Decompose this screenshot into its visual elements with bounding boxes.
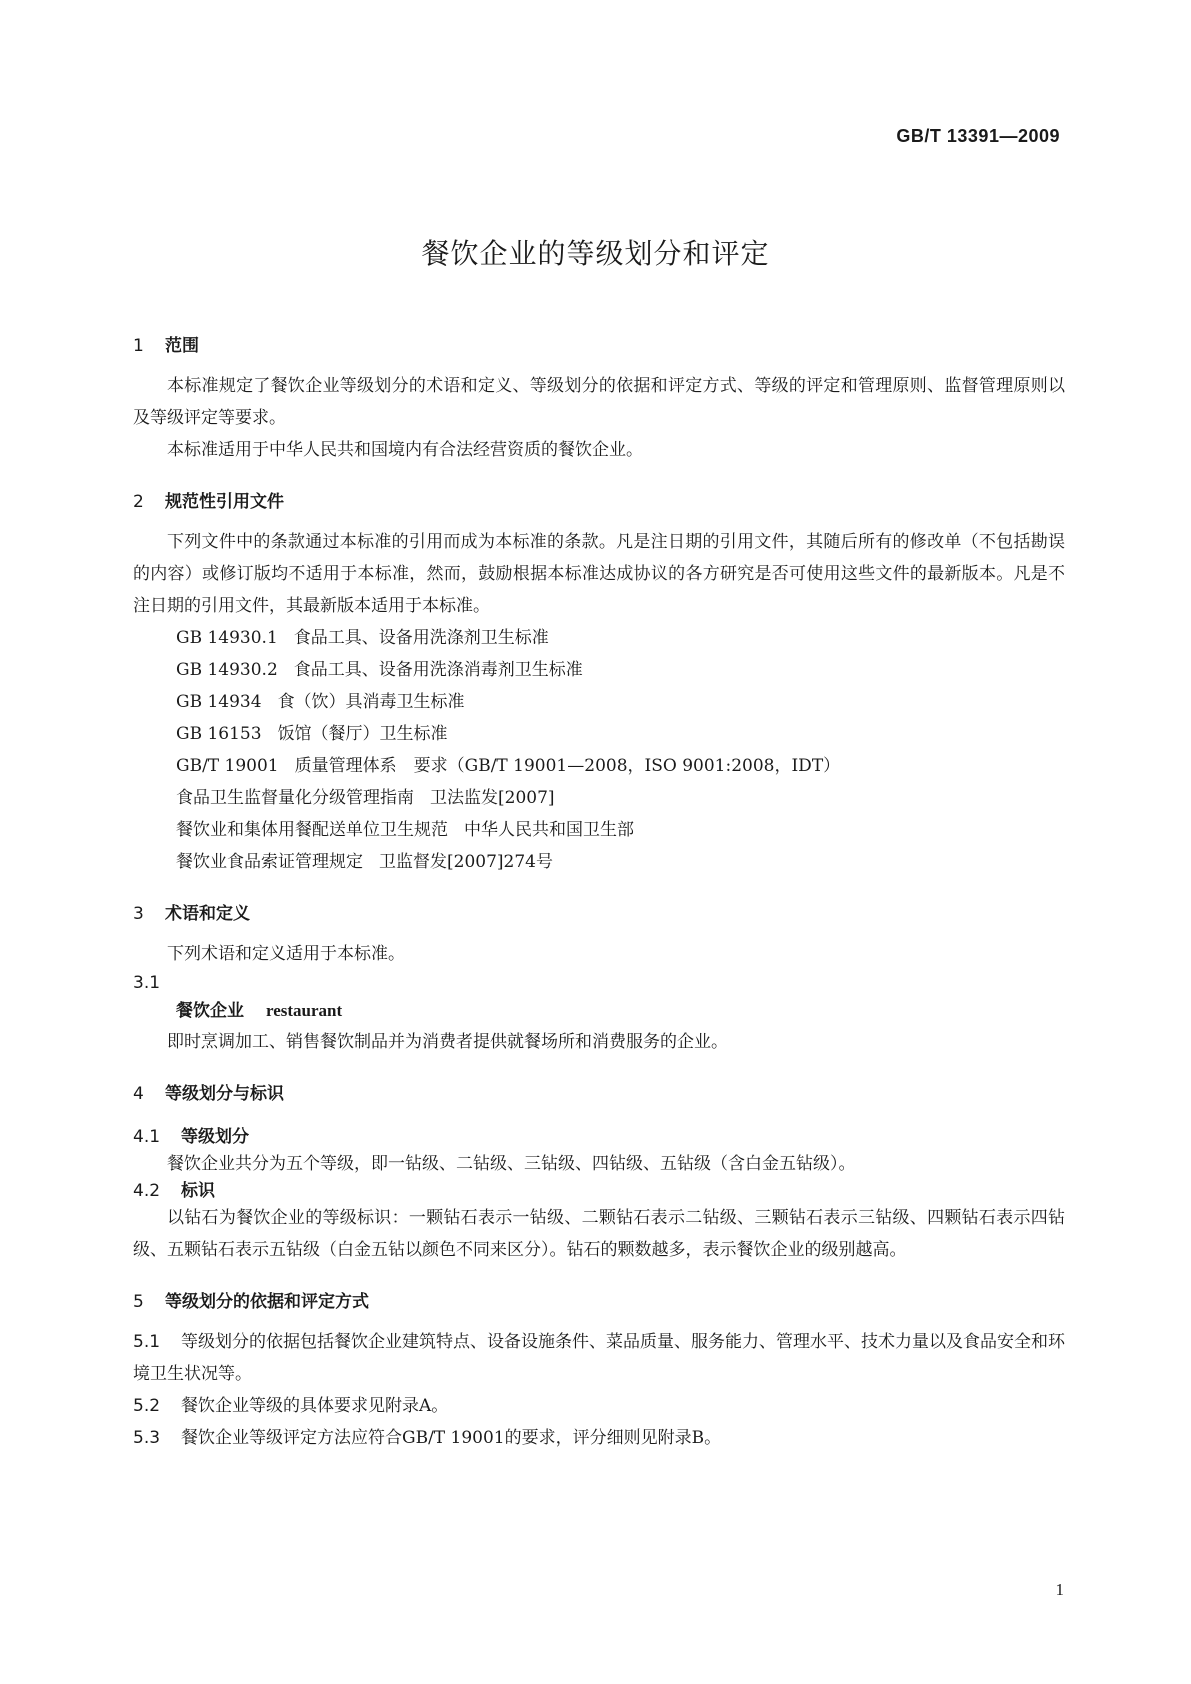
reference-name: 卫监督发[2007]274号: [379, 852, 553, 872]
term-entry: [133, 996, 1065, 1026]
document-title: 餐饮企业的等级划分和评定: [421, 237, 770, 270]
term-english: restaurant: [266, 1001, 343, 1020]
reference-name: 食品工具、设备用洗涤剂卫生标准: [293, 628, 549, 648]
section-number: 5: [133, 1292, 144, 1312]
section-title: 等级划分与标识: [165, 1084, 284, 1104]
section-heading-4: [133, 1084, 1065, 1104]
reference-item: [133, 814, 1065, 846]
subsection-title: 标识: [181, 1181, 215, 1201]
subsection-heading-4-1: [133, 1126, 1065, 1148]
reference-code: 餐饮业食品索证管理规定: [176, 852, 363, 872]
clause-5-1: [133, 1326, 1065, 1390]
section-number: 3: [133, 904, 144, 924]
clause-5-3: [133, 1422, 1065, 1454]
subsection-number: 4.1: [133, 1127, 161, 1147]
reference-name: 食（饮）具消毒卫生标准: [277, 692, 465, 712]
paragraph: 下列文件中的条款通过本标准的引用而成为本标准的条款。凡是注日期的引用文件，其随后所有的修改单（不包括勘误的内容）或修订版均不适用于本标准，然而，鼓励根据本标准达成协议的各方研究是否可使用这些文件的最新版本。凡是不注日期的引用文件，其最新版本适用于本标准。: [133, 532, 1065, 616]
paragraph: 本标准适用于中华人民共和国境内有合法经营资质的餐饮企业。: [167, 440, 643, 460]
reference-name: 卫法监发[2007]: [430, 788, 555, 808]
standard-code: GB/T 13391—2009: [896, 126, 1060, 146]
paragraph: 本标准规定了餐饮企业等级划分的术语和定义、等级划分的依据和评定方式、等级的评定和管理原则、监督管理原则以及等级评定等要求。: [133, 376, 1065, 428]
paragraph: 以钻石为餐饮企业的等级标识：一颗钻石表示一钻级、二颗钻石表示二钻级、三颗钻石表示三钻级、四颗钻石表示四钻级、五颗钻石表示五钻级（白金五钻以颜色不同来区分）。钻石的颗数越多，表示餐饮企业的级别越高。: [133, 1208, 1065, 1260]
reference-item: [133, 622, 1065, 654]
clause-5-2: [133, 1390, 1065, 1422]
section-number: 1: [133, 336, 144, 356]
reference-item: [133, 718, 1065, 750]
reference-code: GB 14934: [176, 692, 262, 712]
reference-item: [133, 654, 1065, 686]
section-number: 2: [133, 492, 144, 512]
page-number: 1: [1055, 1580, 1064, 1599]
reference-code: GB 14930.1: [176, 628, 278, 648]
reference-code: 食品卫生监督量化分级管理指南: [176, 788, 414, 808]
document-body: [133, 336, 1065, 1454]
section-title: 等级划分的依据和评定方式: [165, 1292, 369, 1312]
section-title: 术语和定义: [165, 904, 250, 924]
reference-code: GB 16153: [176, 724, 262, 744]
clause-text: 餐饮企业等级评定方法应符合GB/T 19001的要求，评分细则见附录B。: [181, 1428, 722, 1448]
reference-code: 餐饮业和集体用餐配送单位卫生规范: [176, 820, 448, 840]
section-title: 范围: [165, 336, 199, 356]
reference-code: GB 14930.2: [176, 660, 278, 680]
section-number: 4: [133, 1084, 144, 1104]
subsection-number: 4.2: [133, 1181, 161, 1201]
reference-name: 食品工具、设备用洗涤消毒剂卫生标准: [293, 660, 583, 680]
subsection-title: 等级划分: [181, 1127, 249, 1147]
reference-name: 饭馆（餐厅）卫生标准: [277, 724, 448, 744]
section-heading-5: [133, 1292, 1065, 1312]
reference-item: [133, 782, 1065, 814]
clause-number: 5.1: [133, 1332, 161, 1352]
reference-item: [133, 846, 1065, 878]
reference-code: GB/T 19001: [176, 756, 279, 776]
section-heading-2: [133, 492, 1065, 512]
section-heading-3: [133, 904, 1065, 924]
clause-number: 5.2: [133, 1396, 161, 1416]
term-definition: 即时烹调加工、销售餐饮制品并为消费者提供就餐场所和消费服务的企业。: [167, 1032, 728, 1052]
subsection-heading-4-2: [133, 1180, 1065, 1202]
term-chinese: 餐饮企业: [176, 1001, 244, 1021]
clause-text: 等级划分的依据包括餐饮企业建筑特点、设备设施条件、菜品质量、服务能力、管理水平、技术力量以及食品安全和环境卫生状况等。: [133, 1332, 1065, 1384]
subclause-number: 3.1: [133, 973, 161, 993]
clause-text: 餐饮企业等级的具体要求见附录A。: [181, 1396, 449, 1416]
clause-number: 5.3: [133, 1428, 161, 1448]
section-title: 规范性引用文件: [165, 492, 284, 512]
section-heading-1: [133, 336, 1065, 356]
reference-item: [133, 750, 1065, 782]
paragraph: 下列术语和定义适用于本标准。: [167, 944, 405, 964]
reference-item: [133, 686, 1065, 718]
paragraph: 餐饮企业共分为五个等级，即一钻级、二钻级、三钻级、四钻级、五钻级（含白金五钻级）。: [167, 1154, 856, 1174]
reference-name: 中华人民共和国卫生部: [464, 820, 634, 840]
reference-name: 质量管理体系 要求（GB/T 19001—2008，ISO 9001:2008，IDT）: [294, 756, 841, 776]
